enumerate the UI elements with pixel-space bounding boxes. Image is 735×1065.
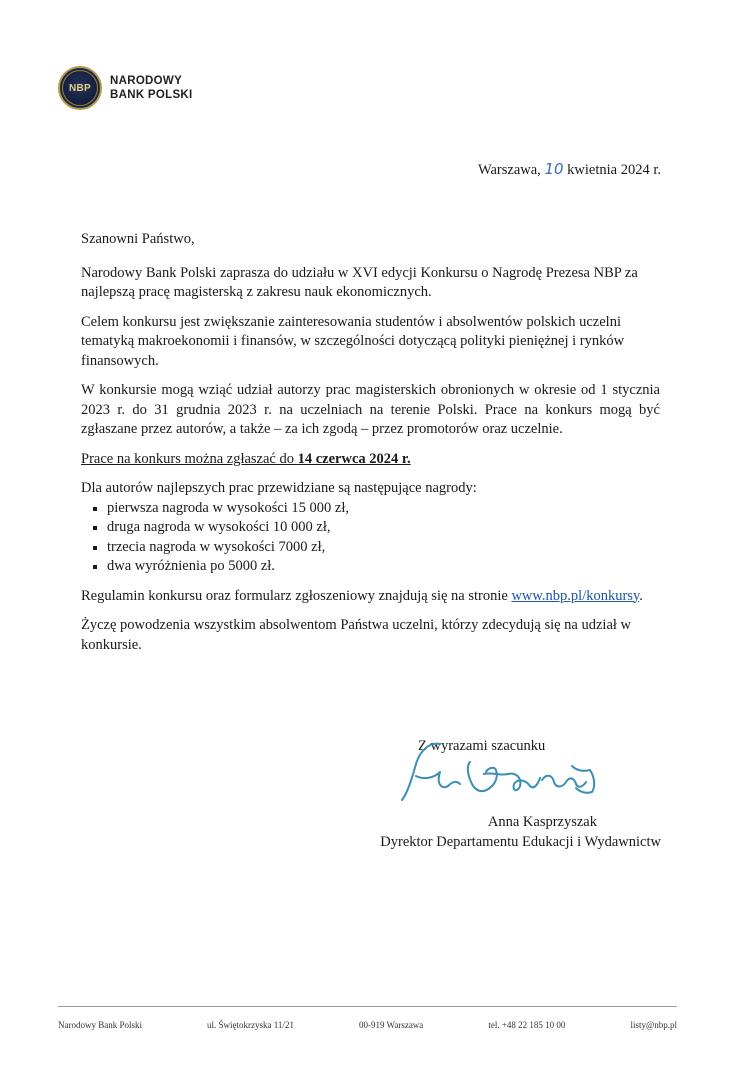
deadline-text	[81, 451, 411, 467]
seal-text: NBP	[68, 82, 91, 94]
letter-date	[478, 160, 661, 179]
list-item: trzecia nagroda w wysokości 7000 zł,	[93, 538, 660, 558]
footer-phone: tel. +48 22 185 10 00	[488, 1020, 566, 1030]
list-item: pierwsza nagroda w wysokości 15 000 zł,	[93, 499, 660, 519]
footer-email[interactable]: listy@nbp.pl	[630, 1020, 677, 1030]
footer-street: ul. Świętokrzyska 11/21	[207, 1020, 294, 1030]
signer-title: Dyrektor Departamentu Edukacji i Wydawnictw	[380, 834, 661, 850]
deadline-label: Prace na konkurs można zgłaszać do	[81, 450, 298, 467]
paragraph-purpose: Celem konkursu jest zwiększanie zainteresowania studentów i absolwentów polskich uczelni tematyką makroekonomii i finansów, w szczególności dotyczącą polityki pieniężnej i rynków finansowych.	[81, 313, 625, 369]
paragraph-wishes: Życzę powodzenia wszystkim absolwentom Państwa uczelni, którzy zdecydują się na udział w konkursie.	[81, 617, 632, 653]
prizes-intro: Dla autorów najlepszych prac przewidziane są następujące nagrody:	[81, 480, 477, 496]
paragraph-invitation: Narodowy Bank Polski zaprasza do udziału w XVI edycji Konkursu o Nagrodę Prezesa NBP za najlepszą pracę magisterską z zakresu nauk ekonomicznych.	[81, 264, 638, 300]
rules-end: .	[639, 587, 643, 604]
closing-formula: Z wyrazami szacunku	[418, 738, 546, 754]
date-prefix: Warszawa,	[477, 162, 545, 178]
date-day: 10	[544, 160, 564, 178]
paragraph-rules	[81, 587, 660, 607]
signer-name: Anna Kasprzyszak	[487, 814, 597, 830]
footer-city: 00-919 Warszawa	[358, 1020, 424, 1030]
footer-divider	[58, 1006, 677, 1007]
prizes-list	[81, 499, 660, 577]
logo-wordmark	[110, 74, 193, 102]
letter-body	[81, 230, 660, 665]
rules-link[interactable]: www.nbp.pl/konkursy	[511, 587, 640, 604]
list-item: druga nagroda w wysokości 10 000 zł,	[93, 518, 660, 538]
paragraph-deadline	[81, 450, 660, 470]
footer	[58, 1020, 677, 1030]
handwritten-signature	[400, 736, 610, 811]
deadline-date: 14 czerwca 2024 r.	[297, 450, 411, 467]
nbp-seal-icon	[58, 66, 102, 110]
rules-text: Regulamin konkursu oraz formularz zgłoszeniowy znajdują się na stronie	[81, 587, 512, 604]
nbp-logo	[58, 66, 193, 110]
list-item: dwa wyróżnienia po 5000 zł.	[93, 557, 660, 577]
footer-org: Narodowy Bank Polski	[58, 1020, 142, 1030]
logo-line-1: NARODOWY	[110, 75, 183, 87]
date-suffix: kwietnia 2024 r.	[563, 162, 661, 178]
logo-line-2: BANK POLSKI	[110, 89, 193, 101]
paragraph-eligibility: W konkursie mogą wziąć udział autorzy prac magisterskich obronionych w okresie od 1 stycznia 2023 r. do 31 grudnia 2023 r. na uczelniach na terenie Polski. Prace na konkurs mogą być zgłaszane przez autorów, a także – za ich zgodą – przez promotorów oraz uczelnie.	[81, 382, 660, 437]
salutation: Szanowni Państwo,	[81, 231, 195, 247]
